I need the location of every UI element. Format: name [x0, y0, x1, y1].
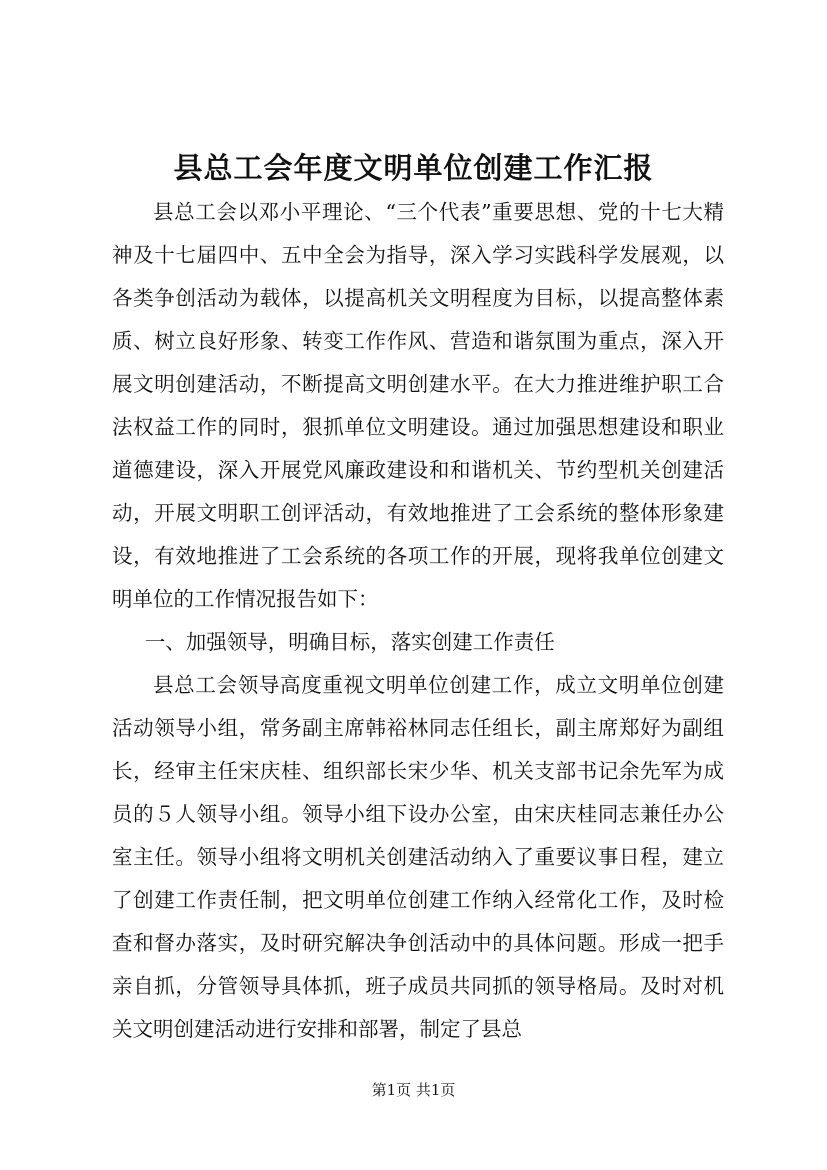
document-body: [112, 191, 724, 1051]
paragraph-section-1: 县总工会领导高度重视文明单位创建工作，成立文明单位创建活动领导小组，常务副主席韩裕林同志任组长，副主席郑好为副组长，经审主任宋庆桂、组织部长宋少华、机关支部书记余先军为成员的５人领导小组。领导小组下设办公室，由宋庆桂同志兼任办公室主任。领导小组将文明机关创建活动纳入了重要议事日程，建立了创建工作责任制，把文明单位创建工作纳入经常化工作，及时检查和督办落实，及时研究解决争创活动中的具体问题。形成一把手亲自抓，分管领导具体抓，班子成员共同抓的领导格局。及时对机关文明创建活动进行安排和部署，制定了县总: [112, 673, 724, 1041]
page-footer: 第1页 共1页: [371, 1081, 456, 1099]
section-heading-1: 一、加强领导，明确目标，落实创建工作责任: [144, 630, 555, 654]
paragraph-intro: 县总工会以邓小平理论、“三个代表”重要思想、党的十七大精神及十七届四中、五中全会为指导，深入学习实践科学发展观，以各类争创活动为载体，以提高机关文明程度为目标，以提高整体素质、树立良好形象、转变工作作风、营造和谐氛围为重点，深入开展文明创建活动，不断提高文明创建水平。在大力推进维护职工合法权益工作的同时，狠抓单位文明建设。通过加强思想建设和职业道德建设，深入开展党风廉政建设和和谐机关、节约型机关创建活动，开展文明职工创评活动，有效地推进了工会系统的整体形象建设，有效地推进了工会系统的各项工作的开展，现将我单位创建文明单位的工作情况报告如下：: [112, 200, 724, 611]
document-title: 县总工会年度文明单位创建工作汇报: [173, 151, 654, 185]
